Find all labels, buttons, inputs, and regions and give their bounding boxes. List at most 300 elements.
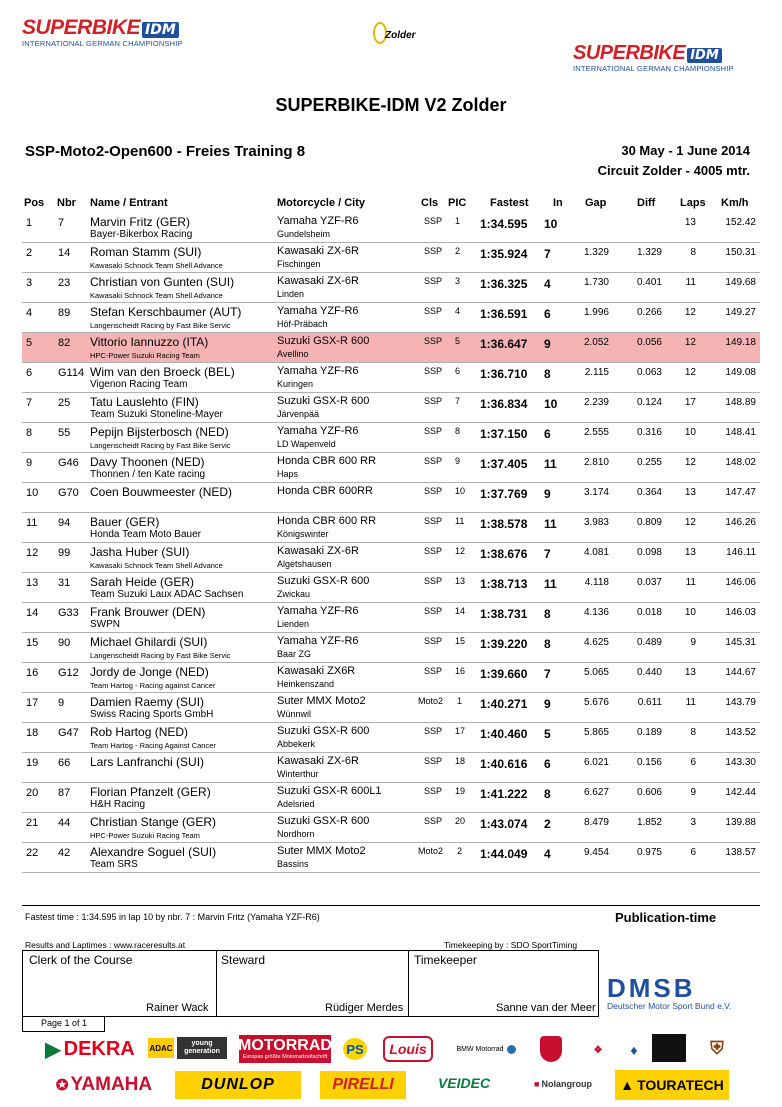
dmsb-logo: DMSB Deutscher Motor Sport Bund e.V. — [607, 973, 732, 1011]
cell-cls: SSP — [424, 786, 443, 796]
cell-gap: 4.081 — [583, 547, 609, 558]
col-laps: Laps — [680, 197, 706, 209]
cell-name: Michael Ghilardi (SUI) — [90, 635, 208, 649]
cell-nbr: G70 — [58, 487, 79, 499]
adac-logo: ADAC — [148, 1038, 174, 1058]
cell-motorcycle: Yamaha YZF-R6 — [277, 425, 359, 437]
cell-name: Alexandre Soguel (SUI) — [90, 845, 217, 859]
cell-diff: 0.975 — [636, 847, 662, 858]
cell-laps: 12 — [684, 307, 696, 318]
cell-pos: 4 — [26, 307, 33, 319]
cell-kmh: 148.02 — [725, 457, 756, 468]
cell-pos: 21 — [26, 817, 39, 829]
cell-cls: SSP — [424, 576, 443, 586]
table-row — [22, 753, 760, 783]
cell-cls: Moto2 — [418, 696, 444, 706]
cell-motorcycle: Kawasaki ZX-6R — [277, 545, 359, 557]
cell-city: Avellino — [277, 349, 309, 359]
cell-motorcycle: Suzuki GSX-R 600 — [277, 575, 370, 587]
cell-team: Kawasaki Schnock Team Shell Advance — [90, 291, 223, 300]
cell-kmh: 149.08 — [725, 367, 756, 378]
cell-team: Team Suzuki Stoneline-Mayer — [90, 409, 223, 420]
col-diff: Diff — [637, 197, 656, 209]
cell-pos: 11 — [26, 517, 38, 529]
cell-cls: SSP — [424, 606, 443, 616]
cell-in: 11 — [544, 457, 557, 471]
cell-nbr: G46 — [58, 457, 79, 469]
cell-pos: 7 — [26, 397, 33, 409]
cell-fastest: 1:40.460 — [480, 727, 528, 741]
louis-logo: Louis — [383, 1036, 433, 1062]
cell-team: Team Hartog - Racing against Cancer — [90, 681, 216, 690]
dekra-logo: ▶ DEKRA — [45, 1037, 135, 1061]
cell-city: Adelsried — [277, 799, 315, 809]
cell-motorcycle: Kawasaki ZX6R — [277, 665, 356, 677]
results-url: Results and Laptimes : www.raceresults.at — [25, 940, 186, 950]
young-generation-logo: young generation — [177, 1037, 227, 1059]
cell-fastest: 1:35.924 — [480, 247, 528, 261]
cell-in: 6 — [544, 307, 551, 321]
cell-name: Florian Pfanzelt (GER) — [90, 785, 211, 799]
cell-in: 8 — [544, 787, 551, 801]
table-row — [22, 783, 760, 813]
session-title: SSP-Moto2-Open600 - Freies Training 8 — [25, 143, 306, 160]
cell-in: 9 — [544, 337, 551, 351]
cell-diff: 0.124 — [636, 397, 662, 408]
cell-fastest: 1:37.405 — [480, 457, 528, 471]
cell-in: 5 — [544, 727, 551, 741]
cell-fastest: 1:36.834 — [480, 397, 528, 411]
cell-pic: 10 — [455, 486, 466, 496]
nolan-group-logo: ■ Nolangroup — [534, 1079, 592, 1089]
cell-name: Christian Stange (GER) — [90, 815, 217, 829]
cell-kmh: 144.67 — [725, 667, 756, 678]
col-in: In — [553, 197, 563, 209]
cell-laps: 13 — [684, 217, 696, 228]
cell-in: 4 — [544, 847, 551, 861]
cell-team: Bayer-Bikerbox Racing — [90, 229, 193, 240]
table-row — [22, 543, 760, 573]
cell-gap: 8.479 — [583, 817, 609, 828]
table-row — [22, 393, 760, 423]
cell-pic: 19 — [455, 786, 466, 796]
cell-team: Vigenon Racing Team — [90, 379, 188, 390]
cell-in: 11 — [544, 577, 557, 591]
cell-gap: 2.052 — [583, 337, 609, 348]
timekeeping-credit: Timekeeping by : SDO SportTiming — [444, 940, 578, 950]
cell-gap: 2.239 — [583, 397, 609, 408]
cell-in: 7 — [544, 667, 551, 681]
cell-motorcycle: Suzuki GSX-R 600L1 — [277, 785, 382, 797]
cell-diff: 0.606 — [636, 787, 662, 798]
circuit-info: Circuit Zolder - 4005 mtr. — [597, 163, 750, 178]
cell-motorcycle: Kawasaki ZX-6R — [277, 755, 359, 767]
cell-kmh: 146.03 — [725, 607, 756, 618]
cell-motorcycle: Yamaha YZF-R6 — [277, 365, 359, 377]
table-row — [22, 333, 760, 363]
cell-cls: SSP — [424, 246, 443, 256]
cell-gap: 6.627 — [583, 787, 609, 798]
cell-laps: 6 — [690, 757, 696, 768]
cell-pic: 17 — [455, 726, 466, 736]
cell-gap: 9.454 — [583, 847, 609, 858]
cell-fastest: 1:43.074 — [480, 817, 528, 831]
cell-nbr: 9 — [58, 697, 65, 709]
timekeeper-name: Sanne van der Meer — [496, 1002, 596, 1014]
cell-pos: 22 — [26, 847, 39, 859]
cell-gap: 4.625 — [583, 637, 609, 648]
cell-nbr: 44 — [58, 817, 71, 829]
col-name: Name / Entrant — [90, 197, 168, 209]
cell-name: Frank Brouwer (DEN) — [90, 605, 206, 619]
table-row — [22, 693, 760, 723]
cell-team: SWPN — [90, 619, 120, 630]
cell-pos: 13 — [26, 577, 39, 589]
cell-pic: 1 — [455, 216, 461, 226]
cell-motorcycle: Yamaha YZF-R6 — [277, 635, 359, 647]
table-row — [22, 363, 760, 393]
cell-nbr: 7 — [58, 217, 65, 229]
cell-name: Stefan Kerschbaumer (AUT) — [90, 305, 242, 319]
cell-cls: SSP — [424, 486, 443, 496]
cell-pic: 16 — [455, 666, 466, 676]
cell-diff: 0.098 — [636, 547, 662, 558]
cell-in: 8 — [544, 607, 551, 621]
cell-laps: 13 — [684, 667, 696, 678]
cell-pos: 18 — [26, 727, 39, 739]
suzuki-s-icon: ♦ — [630, 1042, 638, 1058]
cell-name: Damien Raemy (SUI) — [90, 695, 205, 709]
cell-laps: 11 — [685, 577, 696, 588]
sponsor-badge-icon — [652, 1034, 686, 1062]
cell-name: Tatu Lauslehto (FIN) — [90, 395, 199, 409]
cell-city: LD Wapenveld — [277, 439, 336, 449]
touratech-logo: ▲ TOURATECH — [615, 1070, 729, 1100]
steward-name: Rüdiger Merdes — [325, 1002, 404, 1014]
cell-laps: 12 — [684, 457, 696, 468]
cell-city: Järvenpää — [277, 409, 320, 419]
cell-nbr: 94 — [58, 517, 71, 529]
cell-diff: 0.189 — [636, 727, 662, 738]
cell-cls: SSP — [424, 336, 443, 346]
cell-city: Baar ZG — [277, 649, 312, 659]
cell-name: Christian von Gunten (SUI) — [90, 275, 235, 289]
cell-gap: 1.329 — [583, 247, 609, 258]
cell-city: Winterthur — [277, 769, 319, 779]
cell-fastest: 1:34.595 — [480, 217, 528, 231]
cell-laps: 6 — [690, 847, 696, 858]
cell-name: Jasha Huber (SUI) — [90, 545, 190, 559]
cell-diff: 0.037 — [636, 577, 662, 588]
cell-fastest: 1:38.578 — [480, 517, 528, 531]
cell-kmh: 148.89 — [725, 397, 756, 408]
cell-laps: 3 — [690, 817, 696, 828]
shield-icon: ⛨ — [710, 1037, 724, 1058]
cell-diff: 0.063 — [636, 367, 662, 378]
cell-pic: 11 — [455, 516, 465, 526]
cell-gap: 5.065 — [583, 667, 609, 678]
cell-cls: SSP — [424, 756, 443, 766]
cell-diff: 0.255 — [636, 457, 662, 468]
cell-cls: SSP — [424, 516, 443, 526]
table-row — [22, 303, 760, 333]
cell-gap: 4.118 — [584, 577, 609, 588]
cell-name: Bauer (GER) — [90, 515, 160, 529]
superbike-idm-logo-right: SUPERBIKE IDM INTERNATIONAL GERMAN CHAMPIONSHIP — [573, 42, 734, 73]
cell-cls: SSP — [424, 546, 443, 556]
cell-motorcycle: Honda CBR 600 RR — [277, 515, 377, 527]
event-date: 30 May - 1 June 2014 — [621, 143, 750, 158]
cell-laps: 11 — [685, 697, 696, 708]
cell-fastest: 1:38.713 — [480, 577, 528, 591]
cell-nbr: 66 — [58, 757, 71, 769]
cell-city: Bassins — [277, 859, 309, 869]
cell-pos: 12 — [26, 547, 39, 559]
clerk-name: Rainer Wack — [146, 1002, 209, 1014]
cell-name: Vittorio Iannuzzo (ITA) — [90, 335, 209, 349]
cell-laps: 12 — [684, 337, 696, 348]
cell-fastest: 1:38.676 — [480, 547, 528, 561]
cell-city: Königswinter — [277, 529, 329, 539]
veidec-logo: VEIDEC — [437, 1075, 491, 1091]
table-row — [22, 483, 760, 513]
cell-gap: 5.676 — [583, 697, 609, 708]
cell-cls: SSP — [424, 636, 443, 646]
cell-diff: 0.401 — [636, 277, 662, 288]
cell-laps: 10 — [684, 427, 696, 438]
cell-team: HPC-Power Suzuki Racing Team — [90, 831, 200, 840]
cell-laps: 13 — [684, 547, 696, 558]
cell-diff: 0.056 — [636, 337, 662, 348]
cell-nbr: 23 — [58, 277, 71, 289]
cell-in: 9 — [544, 487, 551, 501]
cell-name: Davy Thoonen (NED) — [90, 455, 205, 469]
cell-team: H&H Racing — [90, 799, 146, 810]
superbike-idm-logo-left: SUPERBIKE IDM INTERNATIONAL GERMAN CHAMPIONSHIP — [22, 16, 183, 48]
cell-nbr: 31 — [58, 577, 71, 589]
cell-pic: 2 — [455, 246, 461, 256]
cell-laps: 11 — [685, 277, 696, 288]
cell-nbr: 55 — [58, 427, 71, 439]
cell-gap: 6.021 — [583, 757, 609, 768]
cell-cls: SSP — [424, 276, 443, 286]
col-motorcycle: Motorcycle / City — [277, 197, 366, 209]
cell-laps: 17 — [684, 397, 696, 408]
cell-kmh: 152.42 — [725, 217, 756, 228]
cell-pos: 8 — [26, 427, 33, 439]
cell-team: HPC-Power Suzuki Racing Team — [90, 351, 200, 360]
cell-pic: 7 — [455, 396, 461, 406]
cell-gap: 4.136 — [583, 607, 609, 618]
cell-diff: 1.852 — [636, 817, 662, 828]
cell-cls: Moto2 — [418, 846, 444, 856]
cell-nbr: G12 — [58, 667, 79, 679]
cell-name: Jordy de Jonge (NED) — [90, 665, 209, 679]
cell-nbr: 90 — [58, 637, 71, 649]
cell-name: Marvin Fritz (GER) — [90, 215, 190, 229]
cell-motorcycle: Yamaha YZF-R6 — [277, 215, 359, 227]
cell-team: Langenscheidt Racing by Fast Bike Servic — [90, 321, 231, 330]
cell-in: 9 — [544, 697, 551, 711]
cell-laps: 13 — [684, 487, 696, 498]
col-gap: Gap — [585, 197, 607, 209]
cell-cls: SSP — [424, 726, 443, 736]
ducati-logo — [540, 1036, 562, 1062]
cell-kmh: 139.88 — [725, 817, 756, 828]
cell-diff: 1.329 — [636, 247, 662, 258]
cell-pic: 2 — [457, 846, 463, 856]
publication-time-label: Publication-time — [615, 910, 717, 925]
cell-pic: 13 — [455, 576, 466, 586]
cell-city: Höf-Präbach — [277, 319, 328, 329]
cell-pos: 5 — [26, 337, 33, 349]
cell-city: Nordhorn — [277, 829, 315, 839]
cell-team: Langenscheidt Racing by Fast Bike Servic — [90, 441, 231, 450]
page-title: SUPERBIKE-IDM V2 Zolder — [275, 95, 507, 115]
cell-nbr: 99 — [58, 547, 71, 559]
cell-city: Zwickau — [277, 589, 311, 599]
circuit-zolder-logo: Zolder — [371, 22, 431, 50]
cell-in: 6 — [544, 427, 551, 441]
cell-in: 10 — [544, 397, 558, 411]
col-fastest: Fastest — [490, 197, 529, 209]
cell-cls: SSP — [424, 816, 443, 826]
cell-gap: 3.983 — [583, 517, 609, 528]
cell-city: Haps — [277, 469, 299, 479]
cell-fastest: 1:41.222 — [480, 787, 528, 801]
results-table — [22, 213, 760, 873]
cell-kmh: 145.31 — [725, 637, 756, 648]
cell-pic: 5 — [455, 336, 461, 346]
cell-gap: 2.115 — [584, 367, 609, 378]
cell-name: Lars Lanfranchi (SUI) — [90, 755, 205, 769]
cell-cls: SSP — [424, 366, 443, 376]
cell-pic: 8 — [455, 426, 461, 436]
table-row — [22, 723, 760, 753]
cell-kmh: 150.31 — [725, 247, 756, 258]
cell-gap: 2.555 — [583, 427, 609, 438]
bmw-motorrad-logo: BMW Motorrad — [451, 1042, 521, 1056]
cell-in: 6 — [544, 757, 551, 771]
cell-city: Gundelsheim — [277, 229, 331, 239]
cell-fastest: 1:37.150 — [480, 427, 528, 441]
cell-team: Honda Team Moto Bauer — [90, 529, 201, 540]
cell-city: Algetshausen — [277, 559, 332, 569]
cell-gap: 5.865 — [583, 727, 609, 738]
cell-pos: 9 — [26, 457, 33, 469]
cell-diff: 0.364 — [636, 487, 662, 498]
cell-kmh: 143.52 — [725, 727, 756, 738]
dunlop-logo: DUNLOP — [175, 1071, 301, 1099]
cell-motorcycle: Suzuki GSX-R 600 — [277, 395, 370, 407]
cell-city: Linden — [277, 289, 305, 299]
steward-label: Steward — [221, 953, 266, 967]
cell-fastest: 1:38.731 — [480, 607, 528, 621]
cell-gap: 1.996 — [583, 307, 609, 318]
cell-kmh: 147.47 — [725, 487, 756, 498]
cell-name: Pepijn Bijsterbosch (NED) — [90, 425, 229, 439]
cell-kmh: 146.06 — [725, 577, 756, 588]
cell-pic: 14 — [455, 606, 466, 616]
cell-pos: 1 — [26, 217, 33, 229]
cell-fastest: 1:36.710 — [480, 367, 528, 381]
cell-motorcycle: Suzuki GSX-R 600 — [277, 815, 370, 827]
cell-cls: SSP — [424, 666, 443, 676]
col-pos: Pos — [24, 197, 45, 209]
cell-name: Roman Stamm (SUI) — [90, 245, 202, 259]
cell-fastest: 1:40.616 — [480, 757, 528, 771]
cell-in: 11 — [544, 517, 557, 531]
cell-gap: 2.810 — [583, 457, 609, 468]
col-cls: Cls — [421, 197, 439, 209]
cell-motorcycle: Yamaha YZF-R6 — [277, 605, 359, 617]
ps-logo: PS — [343, 1038, 367, 1060]
cell-team: Team Hartog - Racing Against Cancer — [90, 741, 216, 750]
cell-fastest: 1:44.049 — [480, 847, 528, 861]
cell-motorcycle: Honda CBR 600RR — [277, 485, 373, 497]
cell-pic: 1 — [457, 696, 463, 706]
cell-pos: 10 — [26, 487, 39, 499]
cell-name: Coen Bouwmeester (NED) — [90, 485, 233, 499]
cell-laps: 9 — [690, 637, 696, 648]
cell-in: 8 — [544, 367, 551, 381]
cell-nbr: G114 — [58, 367, 85, 379]
cell-pos: 17 — [26, 697, 39, 709]
cell-cls: SSP — [424, 396, 443, 406]
cell-nbr: 25 — [58, 397, 71, 409]
cell-kmh: 149.68 — [725, 277, 756, 288]
cell-gap: 3.174 — [583, 487, 609, 498]
cell-team: Swiss Racing Sports GmbH — [90, 709, 214, 720]
cell-nbr: 14 — [58, 247, 71, 259]
cell-pos: 14 — [26, 607, 39, 619]
cell-kmh: 149.18 — [725, 337, 756, 348]
cell-in: 7 — [544, 547, 551, 561]
cell-diff: 0.156 — [636, 757, 662, 768]
cell-nbr: 82 — [58, 337, 71, 349]
page-number: Page 1 of 1 — [41, 1018, 88, 1028]
cell-pic: 18 — [455, 756, 466, 766]
motorrad-logo: MOTORRAD Europas größte Motorradzeitschrift — [239, 1035, 331, 1063]
table-row — [22, 633, 760, 663]
cell-kmh: 143.30 — [725, 757, 756, 768]
pirelli-logo: PIRELLI — [320, 1071, 406, 1099]
cell-diff: 0.489 — [636, 637, 662, 648]
cell-diff: 0.266 — [636, 307, 662, 318]
col-nbr: Nbr — [57, 197, 76, 209]
cell-diff: 0.611 — [637, 697, 662, 708]
cell-pic: 20 — [455, 816, 466, 826]
cell-motorcycle: Suter MMX Moto2 — [277, 695, 366, 707]
fastest-time-note: Fastest time : 1:34.595 in lap 10 by nbr. 7 : Marvin Fritz (Yamaha YZF-R6) — [25, 912, 320, 922]
cell-pic: 15 — [455, 636, 466, 646]
table-row — [22, 453, 760, 483]
cell-pic: 12 — [455, 546, 466, 556]
cell-name: Sarah Heide (GER) — [90, 575, 195, 589]
col-pic: PIC — [448, 197, 467, 209]
cell-diff: 0.440 — [636, 667, 662, 678]
cell-laps: 10 — [684, 607, 696, 618]
cell-kmh: 148.41 — [725, 427, 756, 438]
table-row — [22, 273, 760, 303]
cell-laps: 8 — [690, 727, 696, 738]
cell-motorcycle: Suzuki GSX-R 600 — [277, 725, 370, 737]
cell-pic: 3 — [455, 276, 461, 286]
cell-pic: 6 — [455, 366, 461, 376]
cell-cls: SSP — [424, 456, 443, 466]
cell-name: Rob Hartog (NED) — [90, 725, 189, 739]
cell-name: Wim van den Broeck (BEL) — [90, 365, 235, 379]
